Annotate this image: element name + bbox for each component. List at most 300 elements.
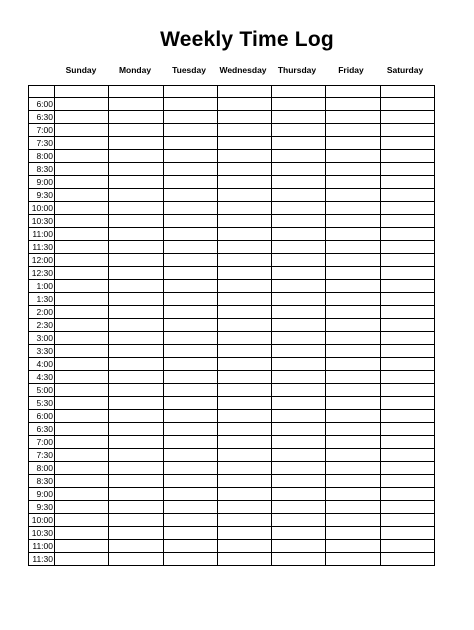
log-cell-saturday[interactable]: [380, 475, 434, 488]
log-cell-tuesday[interactable]: [163, 254, 217, 267]
log-cell-wednesday[interactable]: [217, 254, 271, 267]
log-cell-wednesday[interactable]: [217, 86, 271, 98]
log-cell-thursday[interactable]: [272, 358, 326, 371]
log-cell-tuesday[interactable]: [163, 137, 217, 150]
log-cell-saturday[interactable]: [380, 371, 434, 384]
log-cell-saturday[interactable]: [380, 306, 434, 319]
log-cell-thursday[interactable]: [272, 202, 326, 215]
log-cell-wednesday[interactable]: [217, 475, 271, 488]
log-cell-tuesday[interactable]: [163, 397, 217, 410]
log-cell-thursday[interactable]: [272, 449, 326, 462]
log-cell-monday[interactable]: [109, 488, 163, 501]
log-cell-sunday[interactable]: [55, 111, 109, 124]
log-cell-wednesday[interactable]: [217, 189, 271, 202]
log-cell-monday[interactable]: [109, 98, 163, 111]
log-cell-saturday[interactable]: [380, 241, 434, 254]
log-cell-wednesday[interactable]: [217, 124, 271, 137]
log-cell-monday[interactable]: [109, 501, 163, 514]
log-cell-tuesday[interactable]: [163, 358, 217, 371]
log-cell-tuesday[interactable]: [163, 241, 217, 254]
log-cell-tuesday[interactable]: [163, 488, 217, 501]
log-cell-friday[interactable]: [326, 215, 380, 228]
log-cell-monday[interactable]: [109, 475, 163, 488]
log-cell-sunday[interactable]: [55, 86, 109, 98]
log-cell-friday[interactable]: [326, 423, 380, 436]
log-cell-wednesday[interactable]: [217, 280, 271, 293]
log-cell-tuesday[interactable]: [163, 384, 217, 397]
log-cell-tuesday[interactable]: [163, 345, 217, 358]
log-cell-friday[interactable]: [326, 462, 380, 475]
log-cell-wednesday[interactable]: [217, 345, 271, 358]
log-cell-monday[interactable]: [109, 514, 163, 527]
log-cell-saturday[interactable]: [380, 254, 434, 267]
log-cell-saturday[interactable]: [380, 280, 434, 293]
log-cell-tuesday[interactable]: [163, 86, 217, 98]
log-cell-monday[interactable]: [109, 86, 163, 98]
log-cell-wednesday[interactable]: [217, 150, 271, 163]
time-label: 10:00: [29, 514, 55, 527]
log-cell-thursday[interactable]: [272, 306, 326, 319]
log-cell-monday[interactable]: [109, 176, 163, 189]
log-cell-monday[interactable]: [109, 527, 163, 540]
time-row: [29, 501, 435, 514]
log-cell-friday[interactable]: [326, 124, 380, 137]
log-cell-monday[interactable]: [109, 189, 163, 202]
log-cell-friday[interactable]: [326, 267, 380, 280]
log-cell-friday[interactable]: [326, 410, 380, 423]
log-cell-sunday[interactable]: [55, 436, 109, 449]
log-cell-saturday[interactable]: [380, 189, 434, 202]
time-label: 10:30: [29, 527, 55, 540]
log-cell-sunday[interactable]: [55, 488, 109, 501]
time-label: [29, 86, 55, 98]
log-cell-sunday[interactable]: [55, 553, 109, 566]
log-cell-saturday[interactable]: [380, 527, 434, 540]
log-cell-wednesday[interactable]: [217, 462, 271, 475]
log-cell-monday[interactable]: [109, 345, 163, 358]
time-label: 11:30: [29, 553, 55, 566]
day-header-wednesday: Wednesday: [219, 65, 267, 75]
log-cell-wednesday[interactable]: [217, 98, 271, 111]
log-cell-friday[interactable]: [326, 137, 380, 150]
log-cell-thursday[interactable]: [272, 280, 326, 293]
time-row: [29, 189, 435, 202]
log-cell-saturday[interactable]: [380, 163, 434, 176]
log-cell-wednesday[interactable]: [217, 397, 271, 410]
log-cell-monday[interactable]: [109, 397, 163, 410]
log-cell-sunday[interactable]: [55, 254, 109, 267]
log-cell-sunday[interactable]: [55, 150, 109, 163]
log-cell-monday[interactable]: [109, 553, 163, 566]
log-cell-friday[interactable]: [326, 98, 380, 111]
log-cell-thursday[interactable]: [272, 345, 326, 358]
time-label: 9:30: [29, 501, 55, 514]
day-header-sunday: Sunday: [65, 65, 97, 75]
time-row: [29, 397, 435, 410]
log-cell-wednesday[interactable]: [217, 410, 271, 423]
log-cell-friday[interactable]: [326, 371, 380, 384]
log-cell-sunday[interactable]: [55, 215, 109, 228]
log-cell-monday[interactable]: [109, 384, 163, 397]
log-cell-tuesday[interactable]: [163, 150, 217, 163]
log-cell-wednesday[interactable]: [217, 306, 271, 319]
log-cell-friday[interactable]: [326, 397, 380, 410]
time-label: 6:30: [29, 111, 55, 124]
log-cell-sunday[interactable]: [55, 202, 109, 215]
log-cell-sunday[interactable]: [55, 462, 109, 475]
log-cell-monday[interactable]: [109, 215, 163, 228]
log-cell-wednesday[interactable]: [217, 527, 271, 540]
log-cell-wednesday[interactable]: [217, 228, 271, 241]
log-cell-saturday[interactable]: [380, 98, 434, 111]
log-cell-saturday[interactable]: [380, 332, 434, 345]
log-cell-friday[interactable]: [326, 527, 380, 540]
log-cell-thursday[interactable]: [272, 371, 326, 384]
log-cell-sunday[interactable]: [55, 241, 109, 254]
log-cell-wednesday[interactable]: [217, 111, 271, 124]
log-cell-sunday[interactable]: [55, 124, 109, 137]
log-cell-friday[interactable]: [326, 384, 380, 397]
log-cell-monday[interactable]: [109, 423, 163, 436]
log-cell-tuesday[interactable]: [163, 319, 217, 332]
log-cell-sunday[interactable]: [55, 98, 109, 111]
log-cell-saturday[interactable]: [380, 228, 434, 241]
time-label: 6:00: [29, 410, 55, 423]
log-cell-sunday[interactable]: [55, 358, 109, 371]
log-cell-thursday[interactable]: [272, 176, 326, 189]
log-cell-friday[interactable]: [326, 475, 380, 488]
log-cell-tuesday[interactable]: [163, 332, 217, 345]
log-cell-friday[interactable]: [326, 358, 380, 371]
log-cell-saturday[interactable]: [380, 293, 434, 306]
log-cell-monday[interactable]: [109, 410, 163, 423]
log-cell-saturday[interactable]: [380, 436, 434, 449]
log-cell-sunday[interactable]: [55, 189, 109, 202]
log-cell-wednesday[interactable]: [217, 384, 271, 397]
log-cell-thursday[interactable]: [272, 241, 326, 254]
log-cell-monday[interactable]: [109, 228, 163, 241]
log-cell-tuesday[interactable]: [163, 475, 217, 488]
log-cell-monday[interactable]: [109, 371, 163, 384]
log-cell-saturday[interactable]: [380, 124, 434, 137]
log-cell-monday[interactable]: [109, 137, 163, 150]
log-cell-monday[interactable]: [109, 358, 163, 371]
log-cell-friday[interactable]: [326, 553, 380, 566]
log-cell-wednesday[interactable]: [217, 423, 271, 436]
log-cell-thursday[interactable]: [272, 423, 326, 436]
log-cell-sunday[interactable]: [55, 267, 109, 280]
time-row: [29, 228, 435, 241]
log-cell-thursday[interactable]: [272, 501, 326, 514]
log-cell-wednesday[interactable]: [217, 488, 271, 501]
log-cell-tuesday[interactable]: [163, 124, 217, 137]
log-cell-tuesday[interactable]: [163, 514, 217, 527]
log-cell-thursday[interactable]: [272, 111, 326, 124]
log-cell-thursday[interactable]: [272, 86, 326, 98]
log-cell-saturday[interactable]: [380, 137, 434, 150]
log-cell-thursday[interactable]: [272, 553, 326, 566]
time-row: [29, 241, 435, 254]
log-cell-tuesday[interactable]: [163, 449, 217, 462]
time-row: [29, 462, 435, 475]
log-cell-saturday[interactable]: [380, 358, 434, 371]
log-cell-saturday[interactable]: [380, 501, 434, 514]
log-cell-tuesday[interactable]: [163, 306, 217, 319]
log-cell-saturday[interactable]: [380, 423, 434, 436]
log-cell-thursday[interactable]: [272, 384, 326, 397]
log-cell-wednesday[interactable]: [217, 540, 271, 553]
log-cell-sunday[interactable]: [55, 397, 109, 410]
log-cell-sunday[interactable]: [55, 228, 109, 241]
log-cell-friday[interactable]: [326, 449, 380, 462]
log-cell-sunday[interactable]: [55, 163, 109, 176]
log-cell-thursday[interactable]: [272, 488, 326, 501]
log-cell-saturday[interactable]: [380, 150, 434, 163]
time-label: 6:30: [29, 423, 55, 436]
log-cell-tuesday[interactable]: [163, 267, 217, 280]
log-cell-sunday[interactable]: [55, 501, 109, 514]
log-cell-sunday[interactable]: [55, 410, 109, 423]
log-cell-wednesday[interactable]: [217, 449, 271, 462]
log-cell-friday[interactable]: [326, 501, 380, 514]
log-cell-thursday[interactable]: [272, 215, 326, 228]
log-cell-friday[interactable]: [326, 202, 380, 215]
log-cell-thursday[interactable]: [272, 462, 326, 475]
time-row: [29, 345, 435, 358]
log-cell-thursday[interactable]: [272, 163, 326, 176]
log-cell-thursday[interactable]: [272, 98, 326, 111]
log-cell-thursday[interactable]: [272, 397, 326, 410]
log-cell-tuesday[interactable]: [163, 280, 217, 293]
log-cell-friday[interactable]: [326, 163, 380, 176]
log-cell-friday[interactable]: [326, 306, 380, 319]
log-cell-saturday[interactable]: [380, 202, 434, 215]
log-cell-saturday[interactable]: [380, 215, 434, 228]
log-cell-thursday[interactable]: [272, 514, 326, 527]
log-cell-monday[interactable]: [109, 540, 163, 553]
log-cell-sunday[interactable]: [55, 176, 109, 189]
log-cell-saturday[interactable]: [380, 488, 434, 501]
time-label: 4:00: [29, 358, 55, 371]
log-cell-friday[interactable]: [326, 514, 380, 527]
log-cell-thursday[interactable]: [272, 319, 326, 332]
log-cell-monday[interactable]: [109, 436, 163, 449]
log-cell-saturday[interactable]: [380, 449, 434, 462]
log-cell-wednesday[interactable]: [217, 358, 271, 371]
time-row: [29, 280, 435, 293]
log-cell-sunday[interactable]: [55, 345, 109, 358]
day-header-row: [54, 65, 432, 75]
log-cell-tuesday[interactable]: [163, 462, 217, 475]
log-cell-sunday[interactable]: [55, 475, 109, 488]
log-cell-wednesday[interactable]: [217, 319, 271, 332]
log-cell-monday[interactable]: [109, 319, 163, 332]
log-cell-monday[interactable]: [109, 306, 163, 319]
log-cell-monday[interactable]: [109, 111, 163, 124]
log-cell-wednesday[interactable]: [217, 553, 271, 566]
log-cell-monday[interactable]: [109, 462, 163, 475]
log-cell-tuesday[interactable]: [163, 293, 217, 306]
log-cell-thursday[interactable]: [272, 137, 326, 150]
log-cell-monday[interactable]: [109, 202, 163, 215]
log-cell-thursday[interactable]: [272, 332, 326, 345]
log-cell-thursday[interactable]: [272, 293, 326, 306]
log-cell-monday[interactable]: [109, 124, 163, 137]
log-cell-saturday[interactable]: [380, 345, 434, 358]
log-cell-sunday[interactable]: [55, 449, 109, 462]
time-label: 7:00: [29, 124, 55, 137]
log-cell-wednesday[interactable]: [217, 202, 271, 215]
log-cell-thursday[interactable]: [272, 228, 326, 241]
log-cell-sunday[interactable]: [55, 371, 109, 384]
log-cell-thursday[interactable]: [272, 267, 326, 280]
log-cell-thursday[interactable]: [272, 189, 326, 202]
log-cell-friday[interactable]: [326, 241, 380, 254]
time-label: 8:00: [29, 462, 55, 475]
time-row: [29, 254, 435, 267]
time-row: [29, 98, 435, 111]
log-cell-saturday[interactable]: [380, 319, 434, 332]
log-cell-friday[interactable]: [326, 228, 380, 241]
log-cell-friday[interactable]: [326, 293, 380, 306]
log-cell-friday[interactable]: [326, 86, 380, 98]
log-cell-friday[interactable]: [326, 332, 380, 345]
time-row: [29, 150, 435, 163]
log-cell-monday[interactable]: [109, 449, 163, 462]
log-cell-friday[interactable]: [326, 189, 380, 202]
log-cell-friday[interactable]: [326, 488, 380, 501]
log-cell-sunday[interactable]: [55, 423, 109, 436]
log-cell-sunday[interactable]: [55, 514, 109, 527]
log-cell-monday[interactable]: [109, 280, 163, 293]
log-cell-sunday[interactable]: [55, 527, 109, 540]
log-cell-tuesday[interactable]: [163, 423, 217, 436]
log-cell-monday[interactable]: [109, 254, 163, 267]
log-cell-wednesday[interactable]: [217, 436, 271, 449]
log-cell-friday[interactable]: [326, 111, 380, 124]
log-cell-sunday[interactable]: [55, 293, 109, 306]
log-cell-sunday[interactable]: [55, 540, 109, 553]
time-label: 3:00: [29, 332, 55, 345]
log-cell-tuesday[interactable]: [163, 410, 217, 423]
time-row: [29, 319, 435, 332]
time-row: [29, 86, 435, 98]
time-label: 10:00: [29, 202, 55, 215]
log-cell-friday[interactable]: [326, 254, 380, 267]
log-cell-saturday[interactable]: [380, 462, 434, 475]
log-cell-wednesday[interactable]: [217, 163, 271, 176]
log-cell-saturday[interactable]: [380, 410, 434, 423]
time-label: 9:00: [29, 488, 55, 501]
log-cell-sunday[interactable]: [55, 384, 109, 397]
log-cell-tuesday[interactable]: [163, 436, 217, 449]
log-cell-friday[interactable]: [326, 176, 380, 189]
log-cell-monday[interactable]: [109, 332, 163, 345]
log-cell-thursday[interactable]: [272, 527, 326, 540]
log-cell-wednesday[interactable]: [217, 501, 271, 514]
time-row: [29, 384, 435, 397]
log-cell-saturday[interactable]: [380, 540, 434, 553]
log-cell-tuesday[interactable]: [163, 98, 217, 111]
log-cell-friday[interactable]: [326, 319, 380, 332]
time-row: [29, 202, 435, 215]
log-cell-tuesday[interactable]: [163, 176, 217, 189]
log-cell-tuesday[interactable]: [163, 228, 217, 241]
time-log-grid: [28, 85, 435, 566]
log-cell-sunday[interactable]: [55, 137, 109, 150]
log-cell-tuesday[interactable]: [163, 553, 217, 566]
log-cell-friday[interactable]: [326, 345, 380, 358]
log-cell-saturday[interactable]: [380, 86, 434, 98]
log-cell-tuesday[interactable]: [163, 371, 217, 384]
log-cell-wednesday[interactable]: [217, 241, 271, 254]
log-cell-saturday[interactable]: [380, 176, 434, 189]
log-cell-thursday[interactable]: [272, 150, 326, 163]
log-cell-saturday[interactable]: [380, 553, 434, 566]
log-cell-wednesday[interactable]: [217, 267, 271, 280]
log-cell-friday[interactable]: [326, 280, 380, 293]
log-cell-monday[interactable]: [109, 163, 163, 176]
log-cell-saturday[interactable]: [380, 397, 434, 410]
log-cell-thursday[interactable]: [272, 436, 326, 449]
log-cell-friday[interactable]: [326, 436, 380, 449]
time-label: 4:30: [29, 371, 55, 384]
log-cell-thursday[interactable]: [272, 410, 326, 423]
day-header-saturday: Saturday: [386, 65, 424, 75]
log-cell-saturday[interactable]: [380, 111, 434, 124]
log-cell-wednesday[interactable]: [217, 332, 271, 345]
log-cell-wednesday[interactable]: [217, 514, 271, 527]
log-cell-tuesday[interactable]: [163, 163, 217, 176]
log-cell-sunday[interactable]: [55, 280, 109, 293]
log-cell-saturday[interactable]: [380, 514, 434, 527]
log-cell-sunday[interactable]: [55, 332, 109, 345]
time-label: 8:00: [29, 150, 55, 163]
log-cell-saturday[interactable]: [380, 384, 434, 397]
day-header-friday: Friday: [338, 65, 364, 75]
log-cell-tuesday[interactable]: [163, 189, 217, 202]
time-row: [29, 137, 435, 150]
log-cell-tuesday[interactable]: [163, 540, 217, 553]
log-cell-tuesday[interactable]: [163, 501, 217, 514]
log-cell-wednesday[interactable]: [217, 215, 271, 228]
log-cell-monday[interactable]: [109, 150, 163, 163]
log-cell-friday[interactable]: [326, 150, 380, 163]
log-cell-sunday[interactable]: [55, 306, 109, 319]
log-cell-tuesday[interactable]: [163, 202, 217, 215]
log-cell-monday[interactable]: [109, 267, 163, 280]
log-cell-tuesday[interactable]: [163, 215, 217, 228]
log-cell-monday[interactable]: [109, 241, 163, 254]
log-cell-thursday[interactable]: [272, 124, 326, 137]
time-label: 1:30: [29, 293, 55, 306]
log-cell-wednesday[interactable]: [217, 137, 271, 150]
log-cell-saturday[interactable]: [380, 267, 434, 280]
time-row: [29, 514, 435, 527]
log-cell-monday[interactable]: [109, 293, 163, 306]
log-cell-wednesday[interactable]: [217, 371, 271, 384]
log-cell-thursday[interactable]: [272, 254, 326, 267]
log-cell-friday[interactable]: [326, 540, 380, 553]
log-cell-wednesday[interactable]: [217, 176, 271, 189]
log-cell-sunday[interactable]: [55, 319, 109, 332]
log-cell-thursday[interactable]: [272, 475, 326, 488]
log-cell-wednesday[interactable]: [217, 293, 271, 306]
log-cell-tuesday[interactable]: [163, 527, 217, 540]
log-cell-thursday[interactable]: [272, 540, 326, 553]
time-row: [29, 410, 435, 423]
log-cell-tuesday[interactable]: [163, 111, 217, 124]
